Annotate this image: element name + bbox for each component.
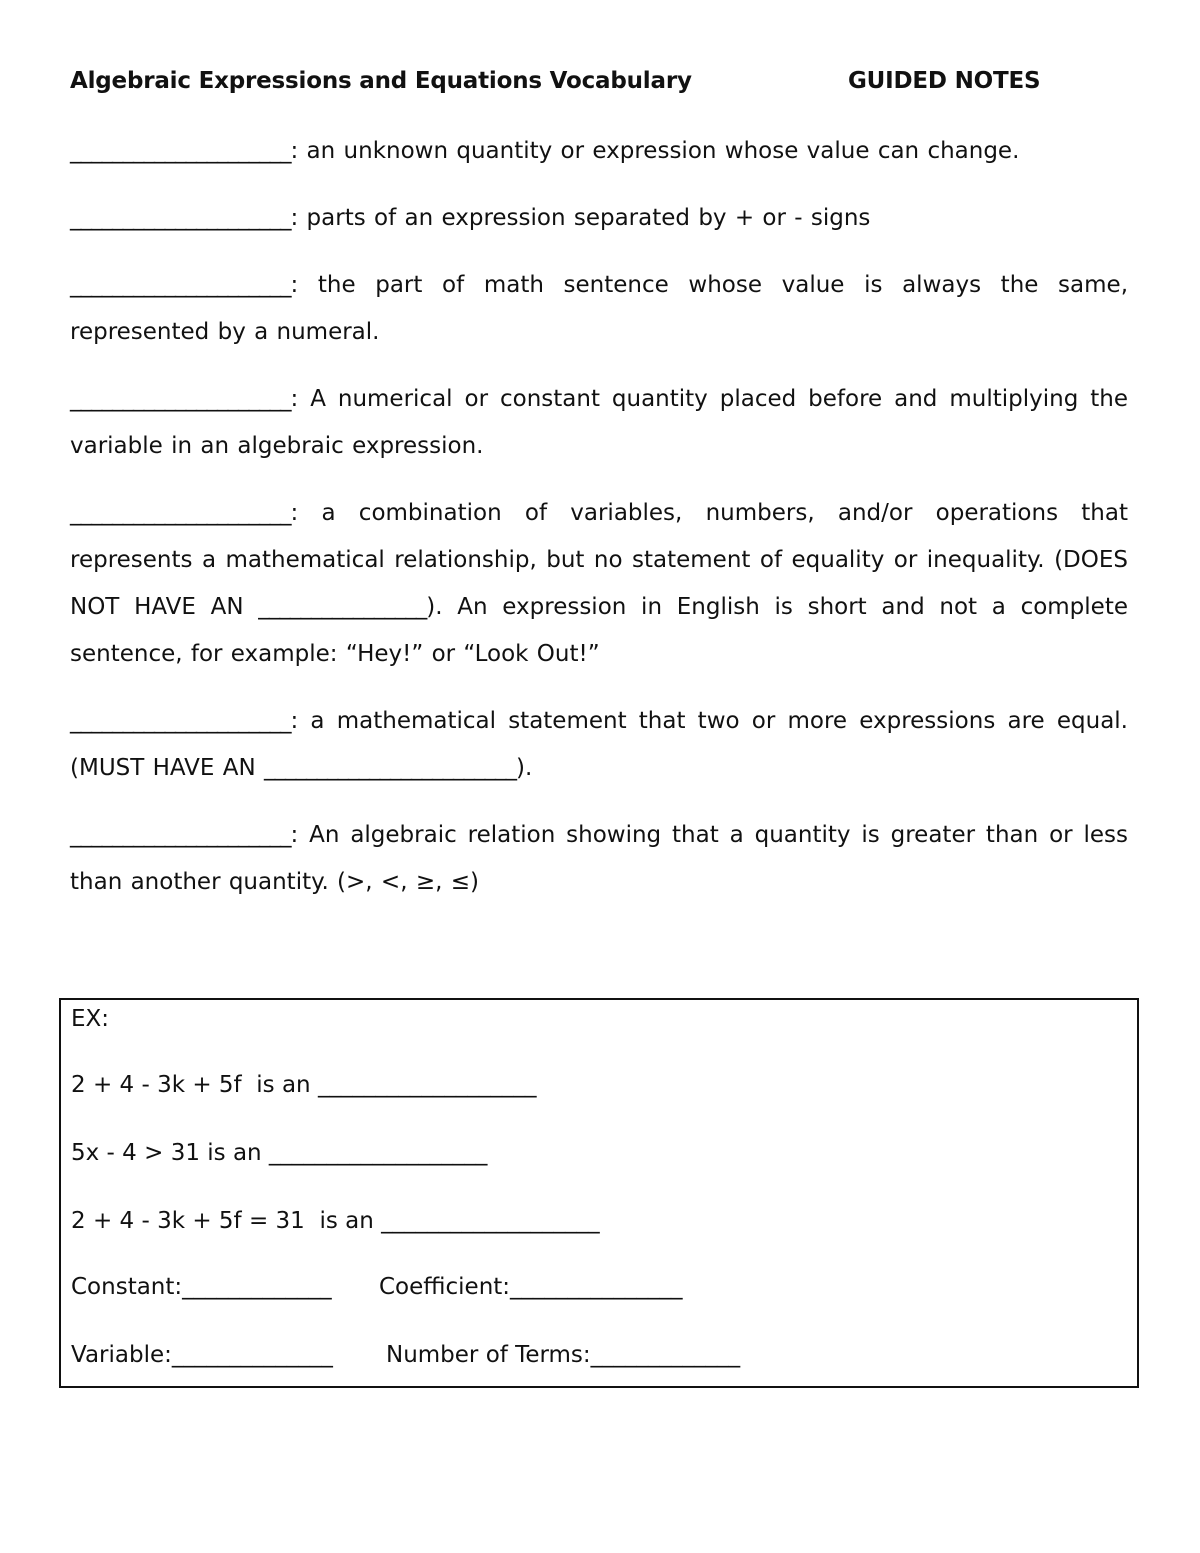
answer-blank[interactable]: _____________________ — [70, 205, 291, 231]
definition-text: : a combination of variables, numbers, and/or operations that represents a mathematical relationship, but no statement of equality or inequality. (DOES NOT HAVE AN — [70, 500, 1128, 620]
example-line-equation[interactable]: 2 + 4 - 3k + 5f = 31 is an ___________________ — [71, 1208, 600, 1234]
definition-text: : an unknown quantity or expression whose value can change. — [290, 138, 1020, 164]
worksheet-header — [70, 68, 1128, 106]
answer-blank[interactable]: _____________________ — [70, 386, 291, 412]
worksheet-page — [70, 68, 1128, 906]
definition-text: ). An expression in English is short and not a complete sentence, for example: “Hey!” or “Look Out!” — [70, 594, 1128, 667]
worksheet-subtitle: GUIDED NOTES — [848, 68, 1041, 94]
definition-text: : a mathematical statement that two or more expressions are equal. (MUST HAVE AN — [70, 708, 1128, 781]
definition-text: : the part of math sentence whose value is always the same, represented by a numeral. — [70, 272, 1128, 345]
example-constant-field[interactable]: Constant:_____________ — [71, 1274, 332, 1300]
answer-blank[interactable]: _____________________ — [70, 138, 291, 164]
definition-text: : A numerical or constant quantity placed before and multiplying the variable in an algebraic expression. — [70, 386, 1128, 459]
example-variable-field[interactable]: Variable:______________ — [71, 1342, 333, 1368]
example-line-expression[interactable]: 2 + 4 - 3k + 5f is an ___________________ — [71, 1072, 537, 1098]
definition-variable — [70, 128, 1128, 175]
answer-blank[interactable]: _____________________ — [70, 822, 291, 848]
definition-coefficient — [70, 376, 1128, 470]
example-coefficient-field[interactable]: Coefficient:_______________ — [379, 1274, 683, 1300]
answer-blank[interactable]: _____________________ — [70, 272, 291, 298]
example-number-of-terms-field[interactable]: Number of Terms:_____________ — [386, 1342, 741, 1368]
definition-text: : An algebraic relation showing that a quantity is greater than or less than another quantity. (>, <, ≥, ≤) — [70, 822, 1128, 895]
inline-answer-blank[interactable]: ________________________ — [264, 755, 516, 781]
example-label: EX: — [71, 1006, 110, 1032]
answer-blank[interactable]: _____________________ — [70, 500, 291, 526]
worksheet-title: Algebraic Expressions and Equations Vocabulary — [70, 68, 692, 94]
example-line-inequality[interactable]: 5x - 4 > 31 is an ___________________ — [71, 1140, 488, 1166]
definition-inequality — [70, 812, 1128, 906]
definition-constant — [70, 262, 1128, 356]
definition-terms — [70, 195, 1128, 242]
definition-equation — [70, 698, 1128, 792]
definition-expression — [70, 490, 1128, 678]
inline-answer-blank[interactable]: ________________ — [258, 594, 427, 620]
answer-blank[interactable]: _____________________ — [70, 708, 291, 734]
example-box — [59, 998, 1139, 1388]
definition-text: ). — [516, 755, 533, 781]
definition-text: : parts of an expression separated by + or - signs — [290, 205, 871, 231]
